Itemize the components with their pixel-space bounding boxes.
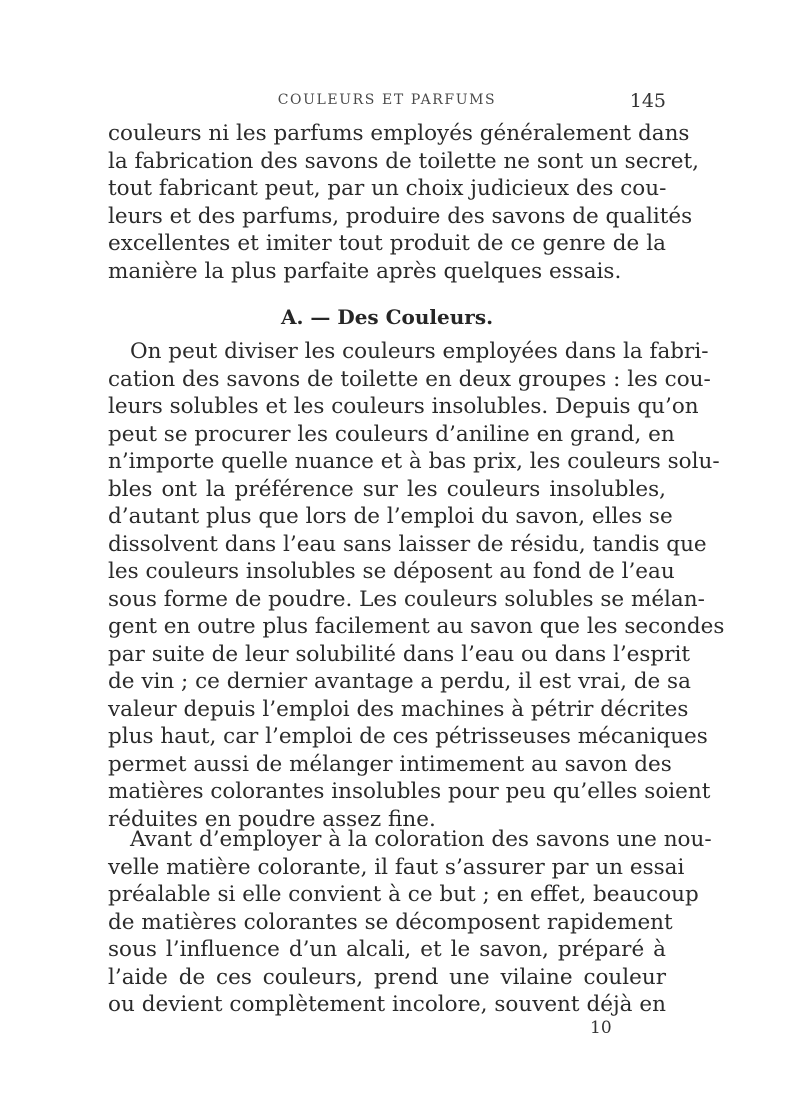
paragraph-3 (108, 826, 712, 1019)
text-line: excellentes et imiter tout produit de ce genre de la (108, 231, 666, 256)
text-line: la fabrication des savons de toilette ne sont un secret, (108, 148, 699, 174)
text-line: gent en outre plus facilement au savon que les secondes (108, 614, 725, 639)
text-line: valeur depuis l’emploi des machines à pétrir décrites (108, 696, 689, 722)
text-line: velle matière colorante, il faut s’assurer par un essai (108, 854, 685, 880)
paragraph-1 (108, 120, 699, 285)
text-line: les couleurs insolubles se déposent au fond de l’eau (108, 559, 675, 584)
text-line: leurs et des parfums, produire des savons de qualités (108, 203, 693, 229)
text-line: n’importe quelle nuance et à bas prix, les couleurs solu- (108, 449, 720, 474)
text-line: préalable si elle convient à ce but ; en effet, beaucoup (108, 882, 699, 907)
text-line: couleurs ni les parfums employés généralement dans (108, 121, 690, 146)
section-heading: A. — Des Couleurs. (280, 305, 494, 329)
text-line: matières colorantes insolubles pour peu qu’elles soient (108, 779, 711, 804)
text-line: bles ont la préférence sur les couleurs insolubles, (108, 476, 666, 502)
paragraph-2 (108, 338, 725, 833)
text-line: par suite de leur solubilité dans l’eau ou dans l’esprit (108, 641, 690, 667)
text-line: d’autant plus que lors de l’emploi du savon, elles se (108, 504, 673, 529)
text-line: On peut diviser les couleurs employées dans la fabri- (130, 339, 709, 364)
text-line: dissolvent dans l’eau sans laisser de résidu, tandis que (108, 531, 707, 557)
text-line: sous forme de poudre. Les couleurs solubles se mélan- (108, 586, 705, 612)
text-line: cation des savons de toilette en deux groupes : les cou- (108, 366, 711, 392)
text-line: réduites en poudre assez fine. (108, 806, 436, 832)
text-line: l’aide de ces couleurs, prend une vilaine couleur (108, 964, 666, 990)
text-line: leurs solubles et les couleurs insolubles. Depuis qu’on (108, 394, 699, 419)
text-line: manière la plus parfaite après quelques essais. (108, 258, 622, 284)
text-line: de vin ; ce dernier avantage a perdu, il est vrai, de sa (108, 669, 691, 694)
running-head (108, 92, 666, 114)
text-line: peut se procurer les couleurs d’aniline en grand, en (108, 421, 675, 447)
text-line: de matières colorantes se décomposent rapidement (108, 909, 673, 935)
text-line: sous l’influence d’un alcali, et le savon, préparé à (108, 937, 666, 962)
text-line: ou devient complètement incolore, souvent déjà en (108, 992, 666, 1017)
text-line: permet aussi de mélanger intimement au savon des (108, 751, 672, 777)
text-line: plus haut, car l’emploi de ces pétrisseuses mécaniques (108, 724, 708, 749)
running-title: COULEURS ET PARFUMS (277, 92, 497, 108)
page-number: 145 (629, 90, 666, 112)
text-line: tout fabricant peut, par un choix judicieux des cou- (108, 176, 667, 201)
signature-mark: 10 (590, 1018, 612, 1038)
text-line: Avant d’employer à la coloration des savons une nou- (130, 827, 712, 852)
